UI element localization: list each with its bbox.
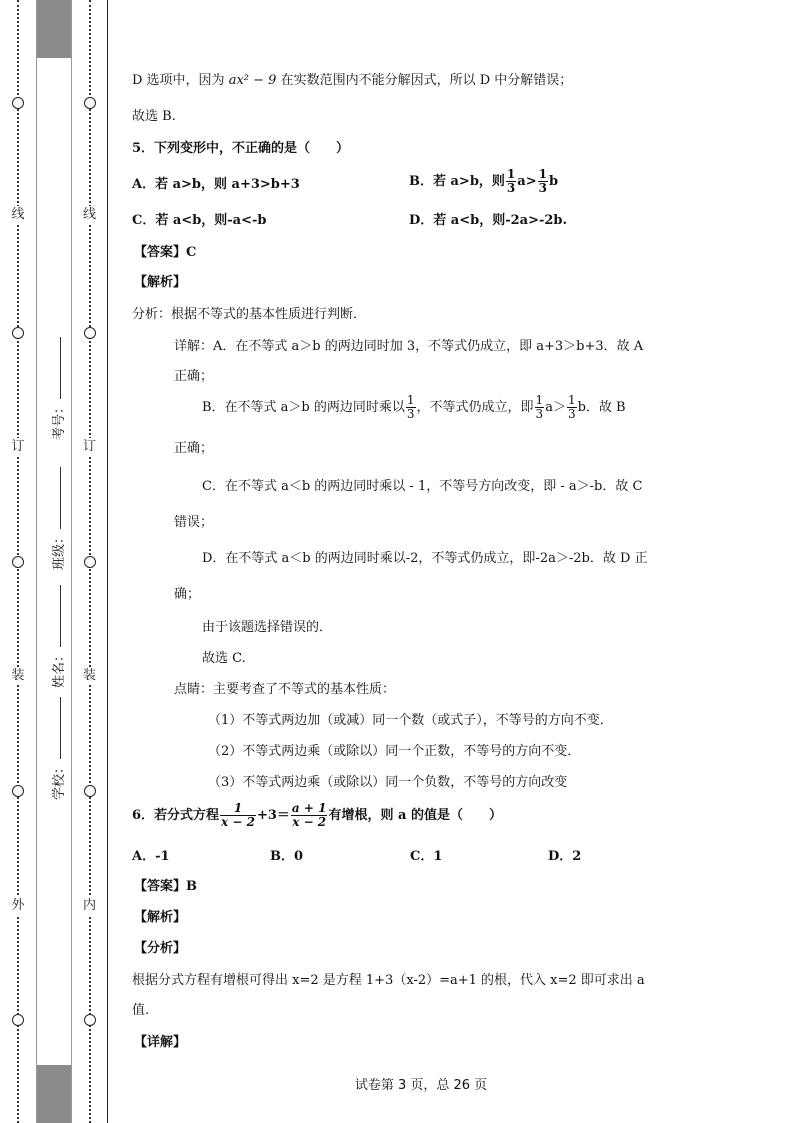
q6-option-d: D．2 — [548, 849, 582, 864]
q6-fenxi-line2: 值. — [132, 1003, 150, 1018]
q6-option-c: C．1 — [410, 849, 443, 864]
name-field[interactable]: 姓名： — [48, 585, 67, 688]
q5-point-3: （3）不等式两边乘（或除以）同一个负数，不等号的方向改变 — [208, 775, 568, 790]
fraction: $\frac{1}{x - 2}$ — [221, 801, 255, 829]
q5-detail-d-line1: D．在不等式 a＜b 的两边同时乘以-2，不等式仍成立，即-2a＞-2b．故 D 正 — [202, 551, 648, 566]
outer-mark-xian: 线 — [9, 206, 27, 224]
q5-point-2: （2）不等式两边乘（或除以）同一个正数，不等号的方向不变． — [208, 744, 581, 759]
inner-mark-xian: 线 — [81, 206, 99, 224]
q5-detail-b-line2: 正确； — [174, 441, 214, 456]
q5-point-label: 点睛：主要考查了不等式的基本性质： — [174, 682, 396, 697]
q5-detail-d-line2: 确； — [174, 587, 201, 602]
fraction: $\frac{1}{3}$ — [535, 393, 544, 421]
fraction: $\frac{a + 1}{x - 2}$ — [291, 801, 327, 829]
q5-choose: 故选 C. — [202, 651, 246, 666]
binding-circle — [12, 1014, 24, 1026]
fraction: $\frac{1}{3}$ — [406, 393, 415, 421]
q5-detail-b-line1: B．在不等式 a＞b 的两边同时乘以 $\frac{1}{3}$ ，不等式仍成立，即 $\frac{1}{3}$ a＞ $\frac{1}{3}$ b．故 B — [202, 393, 626, 421]
inner-binding-line — [72, 0, 108, 1123]
q5-option-d: D．若 a<b，则-2a>-2b. — [409, 213, 568, 228]
school-field[interactable]: 学校： — [48, 697, 67, 800]
q6-detail-label: 【详解】 — [134, 1035, 187, 1050]
q6-answer: 【答案】B — [134, 879, 197, 894]
class-field[interactable]: 班级： — [48, 467, 67, 570]
q5-answer: 【答案】C — [134, 245, 197, 260]
panel-top-block — [37, 0, 71, 58]
q5-detail-c-line1: C．在不等式 a＜b 的两边同时乘以 - 1，不等号方向改变，即 - a＞-b．故 C — [202, 479, 643, 494]
q5-detail-c-line2: 错误； — [174, 515, 214, 530]
outer-mark-zhuang: 装 — [9, 667, 27, 685]
q5-option-b: B．若 a>b，则 $\frac{1}{3}$ a> $\frac{1}{3}$ b — [409, 167, 559, 195]
binding-circle — [12, 97, 24, 109]
q6-fenxi-label: 【分析】 — [134, 941, 187, 956]
binding-circle — [84, 327, 96, 339]
exam-number-field[interactable]: 考号： — [48, 337, 67, 440]
q5-analysis: 分析：根据不等式的基本性质进行判断． — [132, 307, 367, 322]
inner-mark-nei: 内 — [81, 897, 99, 915]
q5-because: 由于该题选择错误的． — [202, 620, 333, 635]
page-number: 试卷第 3 页，总 26 页 — [354, 1078, 488, 1093]
q5-option-a: A．若 a>b，则 a+3>b+3 — [132, 177, 300, 192]
binding-circle — [84, 97, 96, 109]
outer-mark-wai: 外 — [9, 897, 27, 915]
q5-option-c: C．若 a<b，则-a<-b — [132, 213, 267, 228]
q6-fenxi-line1: 根据分式方程有增根可得出 x=2 是方程 1+3（x-2）=a+1 的根，代入 x=2 即可求出 a — [132, 973, 645, 988]
q5-detail-a-line1: 详解：A．在不等式 a＞b 的两边同时加 3，不等式仍成立，即 a+3＞b+3．故 A — [174, 339, 644, 354]
fraction: $\frac{1}{3}$ — [506, 167, 516, 195]
inner-mark-ding: 订 — [81, 438, 99, 456]
binding-circle — [12, 785, 24, 797]
prev-choose: 故选 B. — [132, 109, 176, 124]
binding-circle — [12, 327, 24, 339]
binding-circle — [84, 785, 96, 797]
q5-analysis-label: 【解析】 — [134, 275, 187, 290]
fraction: $\frac{1}{3}$ — [538, 167, 547, 195]
q5-detail-a-line2: 正确； — [174, 369, 214, 384]
binding-circle — [84, 1014, 96, 1026]
q6-option-a: A．-1 — [132, 849, 170, 864]
inner-mark-zhuang: 装 — [81, 667, 99, 685]
outer-mark-ding: 订 — [9, 438, 27, 456]
binding-circle — [12, 556, 24, 568]
outer-binding-line — [0, 0, 36, 1123]
q6-option-b: B．0 — [270, 849, 304, 864]
page-footer — [0, 1074, 794, 1093]
q6-title: 6．若分式方程 $\frac{1}{x - 2}$ +3＝ $\frac{a + 1}{x - 2}$ 有增根，则 a 的值是（ ） — [132, 801, 502, 829]
prev-d-option-line: D 选项中，因为 ax² − 9 在实数范围内不能分解因式，所以 D 中分解错误； — [132, 73, 573, 88]
binding-circle — [84, 556, 96, 568]
q6-analysis-label: 【解析】 — [134, 910, 187, 925]
q5-title: 5．下列变形中，不正确的是（ ） — [132, 141, 350, 156]
fraction: $\frac{1}{3}$ — [567, 393, 576, 421]
q5-point-1: （1）不等式两边加（或减）同一个数（或式子），不等号的方向不变． — [208, 713, 613, 728]
